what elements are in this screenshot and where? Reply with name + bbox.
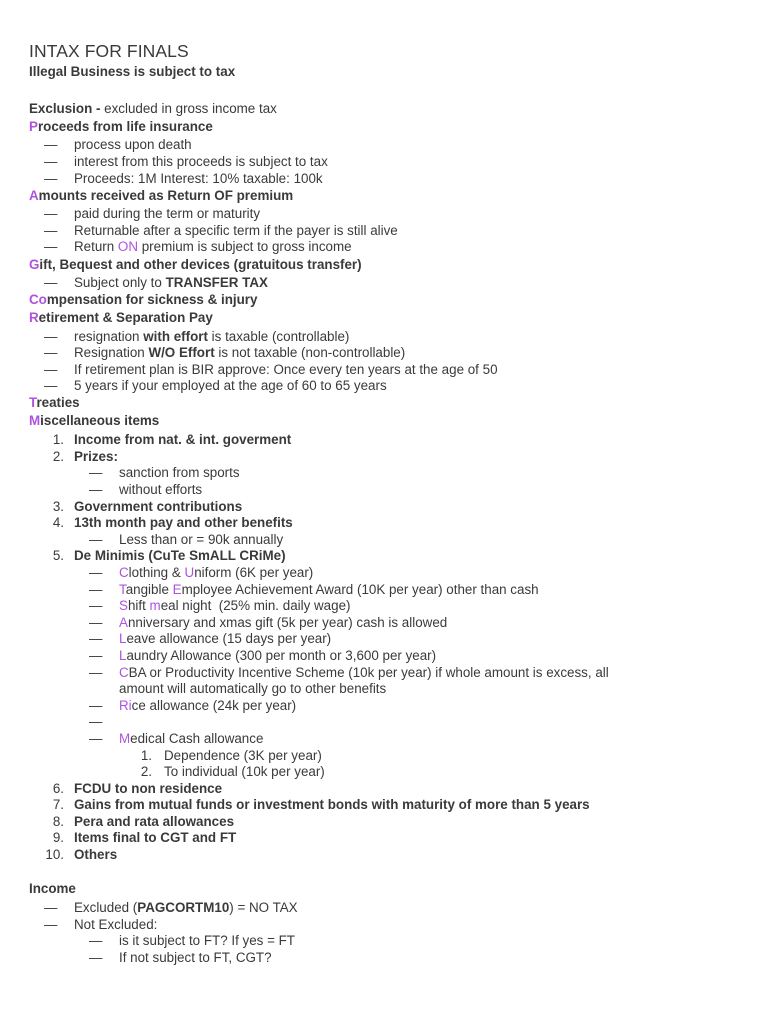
list-item: Income from nat. & int. goverment [74, 432, 292, 447]
accent-letter: L [119, 648, 127, 663]
dash-bullet: — [44, 154, 58, 169]
list-item [119, 598, 350, 614]
text-part: Return [74, 239, 118, 254]
dash-bullet: — [89, 465, 103, 480]
list-number: 2. [140, 764, 152, 779]
accent-letter: T [119, 582, 126, 597]
text-part: is taxable (controllable) [207, 329, 350, 344]
list-item: To individual (10k per year) [164, 764, 325, 779]
list-item: De Minimis (CuTe SmALL CRiMe) [74, 548, 286, 563]
dash-bullet: — [89, 482, 103, 497]
list-item: 5 years if your employed at the age of 60 to 65 years [74, 378, 387, 393]
list-item [119, 698, 296, 714]
list-item: Government contributions [74, 499, 243, 514]
accent-letter: Co [29, 292, 47, 307]
list-item: Gains from mutual funds or investment bonds with maturity of more than 5 years [74, 797, 590, 812]
list-item [119, 565, 313, 581]
accent-letter: G [29, 257, 40, 272]
heading-text: roceeds from life insurance [37, 119, 213, 134]
dash-bullet: — [89, 598, 103, 613]
accent-letter: E [172, 582, 182, 597]
list-item: If retirement plan is BIR approve: Once every ten years at the age of 50 [74, 362, 498, 377]
heading-text: iscellaneous items [40, 413, 160, 428]
heading-text: reaties [36, 395, 80, 410]
heading-amounts [29, 188, 293, 204]
dash-bullet: — [44, 329, 58, 344]
dash-bullet: — [89, 731, 103, 746]
page-title: INTAX FOR FINALS [29, 41, 189, 61]
list-item: paid during the term or maturity [74, 206, 261, 221]
text-part: BA or Productivity Incentive Scheme (10k per year) if whole amount is excess, all [128, 665, 609, 680]
list-item [74, 329, 349, 345]
accent-letter: Ri [119, 698, 132, 713]
text-part: niform (6K per year) [194, 565, 314, 580]
list-number: 10. [45, 847, 64, 862]
list-item: is it subject to FT? If yes = FT [119, 933, 295, 948]
heading-treaties [29, 395, 80, 411]
accent-letter: M [29, 413, 41, 428]
list-number: 2. [52, 449, 64, 464]
dash-bullet: — [89, 631, 103, 646]
heading-text: ift, Bequest and other devices (gratuitous transfer) [39, 257, 362, 272]
list-number: 7. [52, 797, 64, 812]
list-item: 13th month pay and other benefits [74, 515, 293, 530]
text-part: resignation [74, 329, 144, 344]
dash-bullet: — [44, 137, 58, 152]
accent-letter: U [184, 565, 195, 580]
accent-word: ON [117, 239, 139, 254]
list-item: Returnable after a specific term if the payer is still alive [74, 223, 398, 238]
list-item: interest from this proceeds is subject to tax [74, 154, 328, 169]
heading-gift [29, 257, 362, 273]
list-item: If not subject to FT, CGT? [119, 950, 272, 965]
exclusion-label: Exclusion - [29, 101, 101, 116]
dash-bullet: — [89, 714, 103, 729]
list-item [74, 239, 352, 255]
list-item: Others [74, 847, 118, 862]
exclusion-line [29, 101, 277, 117]
list-number: 5. [52, 548, 64, 563]
heading-compensation [29, 292, 257, 308]
list-item: without efforts [119, 482, 203, 497]
text-part: nniversary and xmas gift (5k per year) cash is allowed [127, 615, 448, 630]
dash-bullet: — [89, 698, 103, 713]
dash-bullet: — [89, 950, 103, 965]
dash-bullet: — [44, 275, 58, 290]
list-number: 1. [140, 748, 152, 763]
list-item [119, 582, 539, 598]
dash-bullet: — [44, 345, 58, 360]
text-part: ce allowance (24k per year) [131, 698, 297, 713]
accent-letter: C [119, 665, 129, 680]
text-part: Excluded ( [74, 900, 138, 915]
list-number: 9. [52, 830, 64, 845]
list-item: FCDU to non residence [74, 781, 223, 796]
list-item: process upon death [74, 137, 192, 152]
list-item [119, 665, 609, 681]
list-item [119, 631, 331, 647]
text-part: mployee Achievement Award (10K per year) other than cash [181, 582, 539, 597]
text-part: aundry Allowance (300 per month or 3,600 per year) [126, 648, 437, 663]
text-part: eave allowance (15 days per year) [126, 631, 332, 646]
list-item: Dependence (3K per year) [164, 748, 322, 763]
accent-letter: M [119, 731, 131, 746]
list-item: Not Excluded: [74, 917, 158, 932]
list-item [74, 345, 405, 361]
dash-bullet: — [89, 933, 103, 948]
text-part: is not taxable (non-controllable) [214, 345, 406, 360]
dash-bullet: — [89, 648, 103, 663]
dash-bullet: — [89, 615, 103, 630]
list-item [119, 648, 436, 664]
heading-misc [29, 413, 159, 429]
text-part: Subject only to [74, 275, 166, 290]
dash-bullet: — [44, 362, 58, 377]
list-item [74, 900, 298, 916]
dash-bullet: — [44, 917, 58, 932]
dash-bullet: — [89, 565, 103, 580]
accent-letter: A [119, 615, 128, 630]
dash-bullet: — [44, 206, 58, 221]
dash-bullet: — [44, 171, 58, 186]
list-item [119, 615, 447, 631]
list-number: 8. [52, 814, 64, 829]
text-part: angible [125, 582, 173, 597]
dash-bullet: — [44, 223, 58, 238]
dash-bullet: — [44, 378, 58, 393]
exclusion-text: excluded in gross income tax [100, 101, 277, 116]
bold-part: with effort [143, 329, 208, 344]
heading-text: etirement & Separation Pay [38, 310, 213, 325]
accent-letter: m [149, 598, 161, 613]
dash-bullet: — [44, 239, 58, 254]
text-part: hift [127, 598, 150, 613]
dash-bullet: — [44, 900, 58, 915]
heading-text: mounts received as Return OF premium [38, 188, 294, 203]
list-item: Less than or = 90k annually [119, 532, 284, 547]
list-item: Prizes: [74, 449, 118, 464]
list-item: sanction from sports [119, 465, 240, 480]
accent-letter: A [29, 188, 39, 203]
dash-bullet: — [89, 665, 103, 680]
list-number: 6. [52, 781, 64, 796]
dash-bullet: — [89, 532, 103, 547]
heading-proceeds [29, 119, 213, 135]
accent-letter: C [119, 565, 129, 580]
accent-letter: T [29, 395, 37, 410]
list-item [119, 731, 263, 747]
list-item: Pera and rata allowances [74, 814, 235, 829]
list-number: 4. [52, 515, 64, 530]
list-item: Proceeds: 1M Interest: 10% taxable: 100k [74, 171, 323, 186]
list-item: Items final to CGT and FT [74, 830, 237, 845]
list-item [74, 275, 268, 291]
dash-bullet: — [89, 582, 103, 597]
text-part: edical Cash allowance [130, 731, 264, 746]
bold-part: TRANSFER TAX [165, 275, 268, 290]
text-part: lothing & [128, 565, 185, 580]
bold-part: W/O Effort [148, 345, 215, 360]
heading-income: Income [29, 881, 76, 896]
subtitle: Illegal Business is subject to tax [29, 64, 236, 79]
heading-text: mpensation for sickness & injury [46, 292, 258, 307]
list-number: 3. [52, 499, 64, 514]
list-number: 1. [52, 432, 64, 447]
heading-retirement [29, 310, 213, 326]
bold-part: PAGCORTM10 [137, 900, 230, 915]
text-part: Resignation [74, 345, 149, 360]
accent-letter: S [119, 598, 128, 613]
text-part: ) = NO TAX [229, 900, 298, 915]
text-part: eal night (25% min. daily wage) [160, 598, 351, 613]
accent-letter: P [29, 119, 38, 134]
text-part: premium is subject to gross income [138, 239, 352, 254]
accent-letter: R [29, 310, 39, 325]
list-item-continuation: amount will automatically go to other benefits [119, 681, 387, 696]
accent-letter: L [119, 631, 127, 646]
